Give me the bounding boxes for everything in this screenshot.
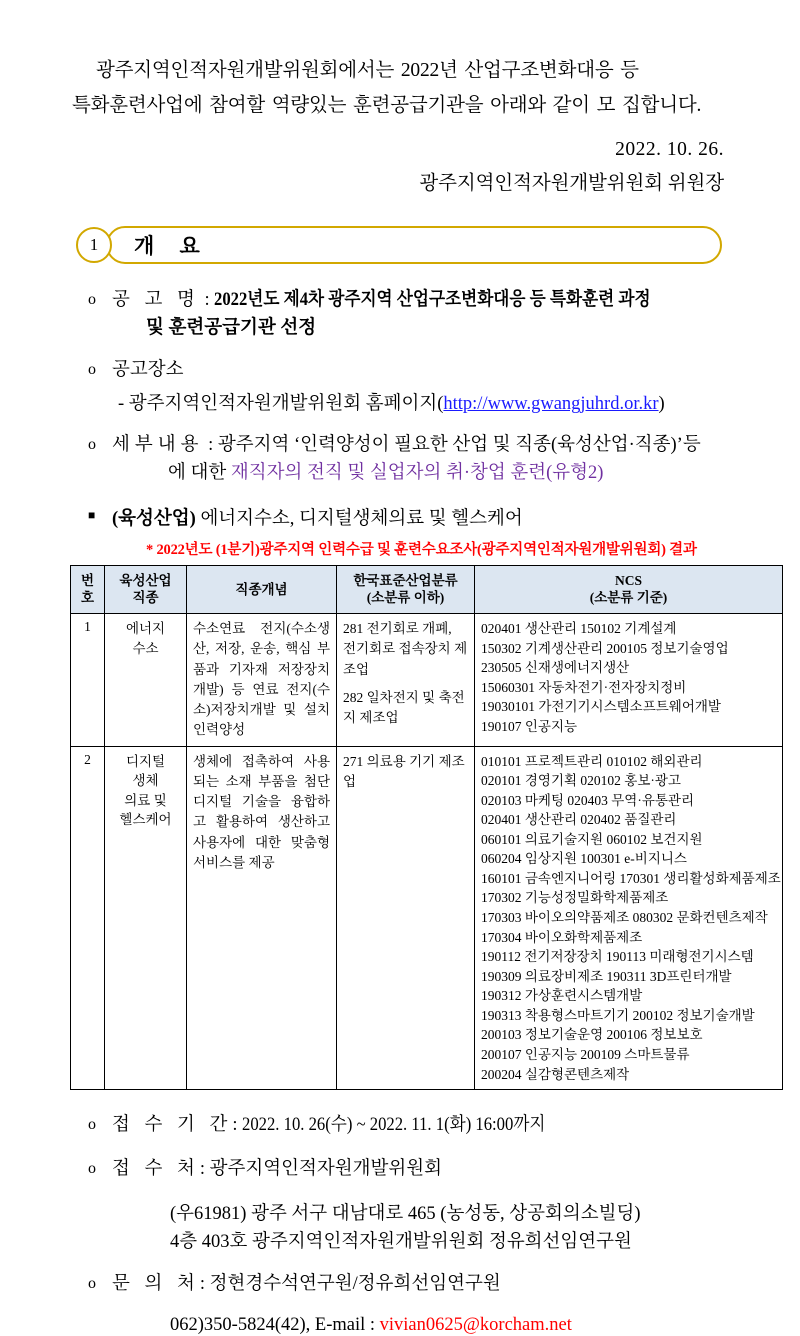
- bullet-circle-icon: ο: [88, 436, 96, 454]
- intro-line-1: 광주지역인적자원개발위원회에서는 2022년 산업구조변화대응 등: [96, 60, 639, 81]
- section-title-banner: 개 요: [106, 226, 722, 264]
- item-reception: ο 접 수 처: 광주지역인적자원개발위원회: [88, 1156, 748, 1184]
- detail-line-2: 에 대한 재직자의 전직 및 실업자의 취·창업 훈련(유형2): [168, 463, 604, 484]
- detail-line-1: 광주지역 ‘인력양성이 필요한 산업 및 직종(육성산업·직종)’등: [217, 435, 701, 456]
- header-ksic: 한국표준산업분류 (소분류 이하): [337, 565, 475, 613]
- cell-ksic: 271 의료용 기기 제조업: [337, 746, 475, 1090]
- notice-place-value: - 광주지역인적자원개발위원회 홈페이지(http://www.gwangjuhrd.or.kr): [118, 393, 665, 414]
- table-header-row: [71, 565, 783, 613]
- section-heading: [76, 225, 748, 265]
- cell-concept: 수소연료 전지(수소생산, 저장, 운송, 핵심 부품과 기자재 저장장치 개발) 등 연료 전지(수소)저장치개발 및 설치 인력양성: [187, 614, 337, 747]
- intro-line-2: 특화훈련사업에 참여할 역량있는 훈련공급기관을 아래와 같이 모: [72, 94, 616, 116]
- table-row: [71, 614, 783, 747]
- address-line-2: 4층 403호 광주지역인적자원개발위원회 정유희선임연구원: [170, 1232, 632, 1253]
- notice-name-label: 공 고 명: [112, 290, 200, 311]
- contact-email[interactable]: vivian0625@korcham.net: [379, 1314, 572, 1335]
- header-concept: 직종개념: [187, 565, 337, 613]
- item-inquiry: ο 문 의 처: 정현경수석연구원/정유희선임연구원: [88, 1271, 748, 1299]
- cell-ksic: 281 전기회로 개폐, 전기회로 접속장치 제조업 282 일차전지 및 축전지 제조업: [337, 614, 475, 747]
- reception-address: [170, 1200, 748, 1257]
- cell-ncs: 020401 생산관리 150102 기계설계 150302 기계생산관리 200105 정보기술영업 230505 신재생에너지생산 15060301 자동차전기·전자장치정비 19030101 가전기기시스템소프트웨어개발 190107 인공지능: [475, 614, 783, 747]
- header-ncs: NCS (소분류 기준): [475, 565, 783, 613]
- bullet-circle-icon: ο: [88, 291, 96, 309]
- detail-label: 세부내용: [112, 435, 204, 456]
- bullet-circle-icon: ο: [88, 1159, 96, 1177]
- contact-line: [170, 1315, 748, 1336]
- industry-label: (육성산업): [112, 508, 196, 529]
- cell-no: 2: [71, 746, 105, 1090]
- item-notice-place: [88, 357, 748, 419]
- contact-phone: 062)350-5824(42), E-mail :: [170, 1314, 380, 1335]
- homepage-link[interactable]: http://www.gwangjuhrd.or.kr: [443, 393, 659, 414]
- inquiry-value: 정현경수석연구원/정유희선임연구원: [209, 1273, 501, 1294]
- table-row: [71, 746, 783, 1090]
- issuing-organization: 광주지역인적자원개발위원회 위원장: [419, 173, 724, 195]
- bullet-circle-icon: ο: [88, 1116, 96, 1134]
- item-period: ο 접 수 기 간: 2022. 10. 26(수) ~ 2022. 11. 1(화) 16:00까지: [88, 1112, 748, 1140]
- detail-emphasis: 재직자의 전직 및 실업자의 취·창업 훈련(유형2): [230, 463, 604, 484]
- cell-industry: 디지털 생체 의료 및 헬스케어: [105, 746, 187, 1090]
- inquiry-label: 문 의 처: [112, 1273, 200, 1294]
- bullet-circle-icon: ο: [88, 360, 96, 378]
- item-detail: ο 세부내용 : 광주지역 ‘인력양성이 필요한 산업 및 직종(육성산업·직종)’등 에 대한 재직자의 전직 및 실업자의 취·창업 훈련(유형2): [88, 432, 748, 488]
- cell-industry: 에너지 수소: [105, 614, 187, 747]
- industry-job-table: [70, 565, 783, 1090]
- notice-place-label: 공고장소: [112, 359, 184, 380]
- survey-note: * 2022년도 (1분기)광주지역 인력수급 및 훈련수요조사(광주지역인적자원개발위원회) 결과: [146, 541, 697, 558]
- period-label: 접 수 기 간: [112, 1115, 233, 1136]
- intro-paragraph: [72, 54, 742, 123]
- header-industry: 육성산업 직종: [105, 565, 187, 613]
- bullet-square-icon: ■: [88, 507, 96, 522]
- header-no: 번 호: [71, 565, 105, 613]
- section-number-badge: 1: [76, 227, 112, 263]
- issue-date: 2022. 10. 26.: [615, 139, 724, 161]
- industry-value: 에너지수소, 디지털생체의료 및 헬스케어: [200, 508, 523, 529]
- cell-ncs: 010101 프로젝트관리 010102 해외관리 020101 경영기획 020102 홍보·광고 020103 마케팅 020403 무역·유통관리 020401 생산관리 020402 품질관리 060101 의료기술지원 060102 보건지원 060204 임상지원 100301 e-비지니스 160101 금속엔지니어링 170301 생리활성화제품제조 170302 기능성정밀화학제품제조 170303 바이오의약품제조 080302 문화컨텐츠제작 170304 바이오화학제품제조 190112 전기저장장치 190113 미래형전기시스템 190309 의료장비제조 190311 3D프린터개발 190312 가상훈련시스템개발 190313 착용형스마트기기 200102 정보기술개발 200103 정보기술운영 200106 정보보호 200107 인공지능 200109 스마트물류 200204 실감형콘텐츠제작: [475, 746, 783, 1090]
- period-value: 2022. 10. 26(수) ~ 2022. 11. 1(화) 16:00까지: [242, 1115, 546, 1136]
- notice-name-value-line2: 및 훈련공급기관 선정: [146, 318, 317, 339]
- address-line-1: (우61981) 광주 서구 대남대로 465 (농성동, 상공회의소빌딩): [170, 1203, 641, 1224]
- reception-value: 광주지역인적자원개발위원회: [209, 1158, 442, 1179]
- overview-items: [88, 287, 748, 559]
- notice-name-value-line1: 2022년도 제4차 광주지역 산업구조변화대응 등 특화훈련 과정: [214, 290, 651, 311]
- item-industry: [88, 504, 748, 530]
- item-notice-name: ο 공 고 명 : 2022년도 제4차 광주지역 산업구조변화대응 등 특화훈련 과정 및 훈련공급기관 선정: [88, 287, 748, 343]
- cell-no: 1: [71, 614, 105, 747]
- bullet-circle-icon: ο: [88, 1274, 96, 1292]
- cell-concept: 생체에 접촉하여 사용되는 소재 부품을 첨단 디지털 기술을 융합하고 활용하여 생산하고 사용자에 대한 맞춤형 서비스를 제공: [187, 746, 337, 1090]
- application-info: [88, 1112, 748, 1336]
- intro-line-3: 집합니다.: [621, 94, 702, 116]
- reception-label: 접 수 처: [112, 1158, 200, 1179]
